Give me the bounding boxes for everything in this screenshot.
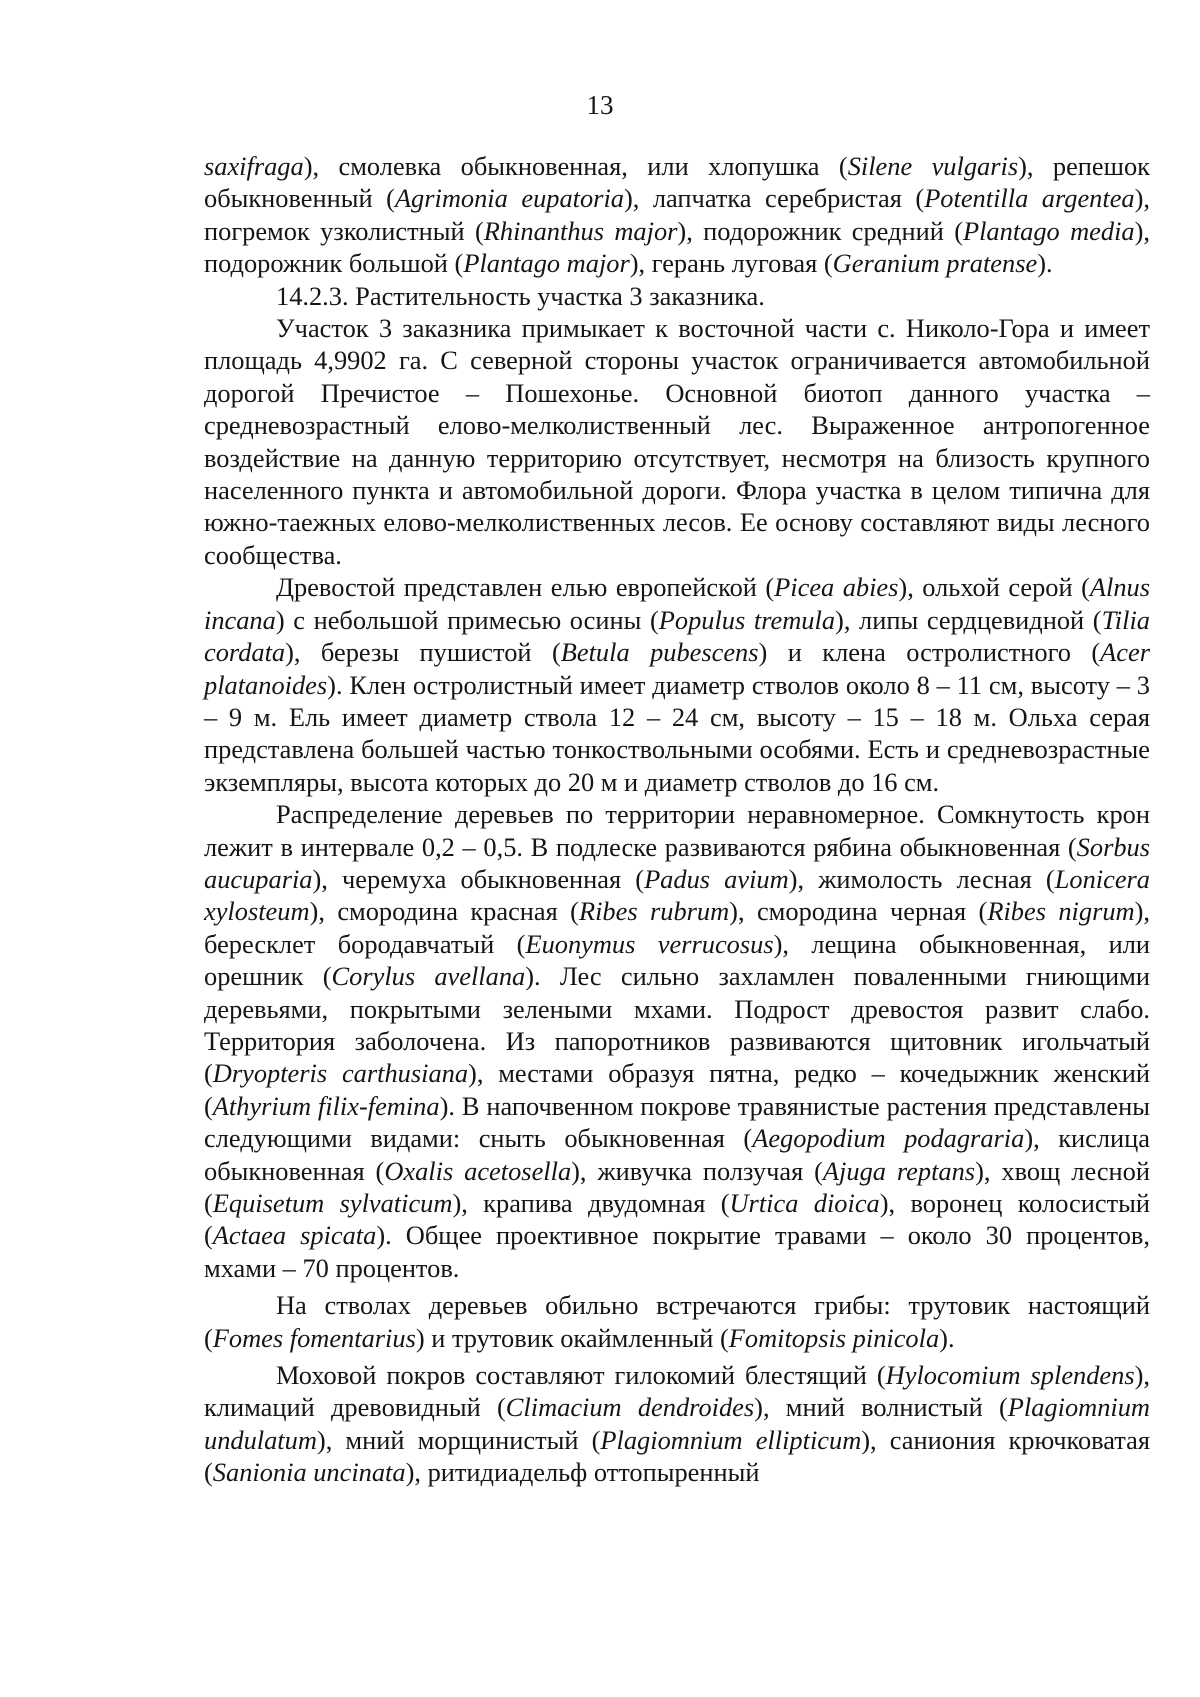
text-run: ), мний морщинистый ( [316, 1424, 601, 1455]
latin-name: Plantago media [962, 215, 1135, 246]
text-run: ). Общее проективное покрытие травами – около 30 процентов, мхами – 70 процентов. [204, 1220, 1150, 1283]
text-run: ), мний волнистый ( [754, 1392, 1008, 1423]
text-run: ), кислица обыкновенная ( [204, 1123, 1150, 1186]
latin-name: Athyrium filix-femina [212, 1090, 440, 1121]
text-run: ), хвощ лесной ( [204, 1155, 1150, 1218]
text-run: ), климаций древовидный ( [204, 1360, 1151, 1423]
text-run: ), живучка ползучая ( [571, 1155, 823, 1186]
latin-name: Silene vulgaris [847, 151, 1019, 181]
latin-name: Oxalis acetosella [384, 1155, 572, 1186]
text-run: ), жимолость лесная ( [788, 863, 1055, 894]
latin-name: Ajuga reptans [822, 1155, 976, 1186]
paragraph [204, 1359, 1150, 1489]
text-run: ), смолевка обыкновенная, или хлопушка ( [303, 151, 848, 181]
text-run: ), подорожник большой ( [204, 215, 1150, 279]
latin-name: Corylus avellana [331, 961, 526, 992]
text-run: На стволах деревьев обильно встречаются грибы: трутовик настоящий ( [204, 1290, 1150, 1353]
text-run: ), смородина черная ( [729, 896, 988, 927]
text-run: ). [1037, 248, 1053, 279]
text-run: ), лещина обыкновенная, или орешник ( [204, 928, 1150, 992]
text-run: ), крапива двудомная ( [452, 1188, 730, 1218]
latin-name: Alnus incana [204, 572, 1150, 635]
page-number: 13 [586, 90, 614, 120]
latin-name: Aegopodium podagraria [752, 1123, 1025, 1154]
latin-name: Equisetum sylvaticum [212, 1188, 453, 1218]
latin-name: Plantago major [463, 248, 630, 279]
latin-name: Fomes fomentarius [212, 1322, 416, 1353]
text-run: ). Лес сильно захламлен поваленными гниющими деревьями, покрытыми зелеными мхами. Подрост древостоя развит слабо. Территория заболочена. Из папоротников развиваются щитовник игольчатый ( [204, 961, 1150, 1089]
text-run: Распределение деревьев по территории неравномерное. Сомкнутость крон лежит в интервале 0,2 – 0,5. В подлеске развиваются рябина обыкновенная ( [204, 799, 1150, 862]
text-run: ) с небольшой примесью осины ( [275, 604, 659, 635]
latin-name: Euonymus verrucosus [525, 928, 774, 959]
paragraph [204, 150, 1150, 280]
latin-name: Rhinanthus major [483, 215, 678, 246]
text-run: 14.2.3. Растительность участка 3 заказника. [276, 280, 765, 311]
latin-name: Plagiomnium ellipticum [600, 1424, 862, 1455]
latin-name: Lonicera xylosteum [204, 863, 1150, 927]
text-run: Моховой покров составляют гилокомий блестящий ( [276, 1360, 886, 1391]
text-run: ), саниония крючковатая ( [204, 1424, 1150, 1488]
latin-name: Actaea spicata [212, 1220, 377, 1251]
latin-name: saxifraga [204, 151, 304, 181]
latin-name: Dryopteris carthusiana [212, 1058, 469, 1089]
text-run: ), подорожник средний ( [677, 215, 963, 246]
text-run: ), бересклет бородавчатый ( [204, 896, 1150, 959]
latin-name: Betula pubescens [560, 637, 759, 668]
paragraph [204, 312, 1150, 571]
text-run: ), погремок узколистный ( [204, 183, 1151, 246]
text-run: ). В напочвенном покрове травянистые растения представлены следующими видами: сныть обыкновенная ( [204, 1090, 1150, 1154]
latin-name: Sorbus aucuparia [204, 831, 1150, 894]
text-run: ). Клен остролистный имеет диаметр стволов около 8 – 11 см, высоту – 3 – 9 м. Ель имеет диаметр ствола 12 – 24 см, высоту – 15 – 18 м. Ольха серая представлена большей частью тонкоствольными особями. Есть и средневозрастные экземпляры, высота которых до 20 м и диаметр стволов до 16 см. [204, 669, 1150, 797]
latin-name: Plagiomnium undulatum [204, 1392, 1150, 1455]
latin-name: Tilia cordata [204, 604, 1150, 668]
text-run: Древостой представлен елью европейской ( [276, 572, 775, 603]
text-run: Участок 3 заказника примыкает к восточной части с. Николо-Гора и имеет площадь 4,9902 га. С северной стороны участок ограничивается автомобильной дорогой Пречистое – Пошехонье. Основной биотоп данного участка – средневозрастный елово-мелколиственный лес. Выраженное антропогенное воздействие на данную территорию отсутствует, несмотря на близость крупного населенного пункта и автомобильной дороги. Флора участка в целом типична для южно-таежных елово-мелколиственных лесов. Ее основу составляют виды лесного сообщества. [204, 313, 1150, 570]
text-run: ), березы пушистой ( [285, 637, 561, 668]
latin-name: Potentilla argentea [924, 183, 1135, 214]
latin-name: Populus tremula [658, 604, 836, 635]
latin-name: Padus avium [644, 863, 789, 894]
body-text [204, 150, 1150, 1489]
latin-name: Climacium dendroides [505, 1392, 755, 1423]
paragraph [204, 280, 1150, 312]
text-run: ), черемуха обыкновенная ( [312, 863, 645, 894]
latin-name: Geranium pratense [832, 248, 1038, 279]
text-run: ), смородина красная ( [309, 896, 579, 927]
text-run: ), репешок обыкновенный ( [204, 151, 1150, 214]
latin-name: Picea abies [774, 572, 899, 603]
text-run: ), липы сердцевидной ( [835, 604, 1102, 635]
paragraph [204, 1289, 1150, 1354]
text-run: ) и клена остролистного ( [758, 637, 1101, 668]
paragraph [204, 798, 1150, 1284]
latin-name: Acer platanoides [204, 637, 1150, 700]
latin-name: Hylocomium splendens [885, 1360, 1135, 1391]
text-run: ) и трутовик окаймленный ( [415, 1322, 729, 1353]
text-run: ), ритидиадельф оттопыренный [405, 1457, 760, 1488]
paragraph [204, 571, 1150, 798]
latin-name: Sanionia uncinata [212, 1457, 406, 1488]
text-run: ), лапчатка серебристая ( [623, 183, 925, 214]
text-run: ), местами образуя пятна, редко – кочедыжник женский ( [204, 1058, 1150, 1121]
text-run: ), герань луговая ( [629, 248, 833, 279]
latin-name: Fomitopsis pinicola [728, 1322, 940, 1353]
text-run: ), ольхой серой ( [898, 572, 1090, 603]
text-run: ), воронец колосистый ( [204, 1188, 1150, 1251]
latin-name: Ribes nigrum [987, 896, 1135, 927]
latin-name: Urtica dioica [729, 1188, 880, 1218]
text-run: ). [939, 1322, 955, 1353]
latin-name: Agrimonia eupatoria [394, 183, 624, 214]
latin-name: Ribes rubrum [578, 896, 730, 927]
